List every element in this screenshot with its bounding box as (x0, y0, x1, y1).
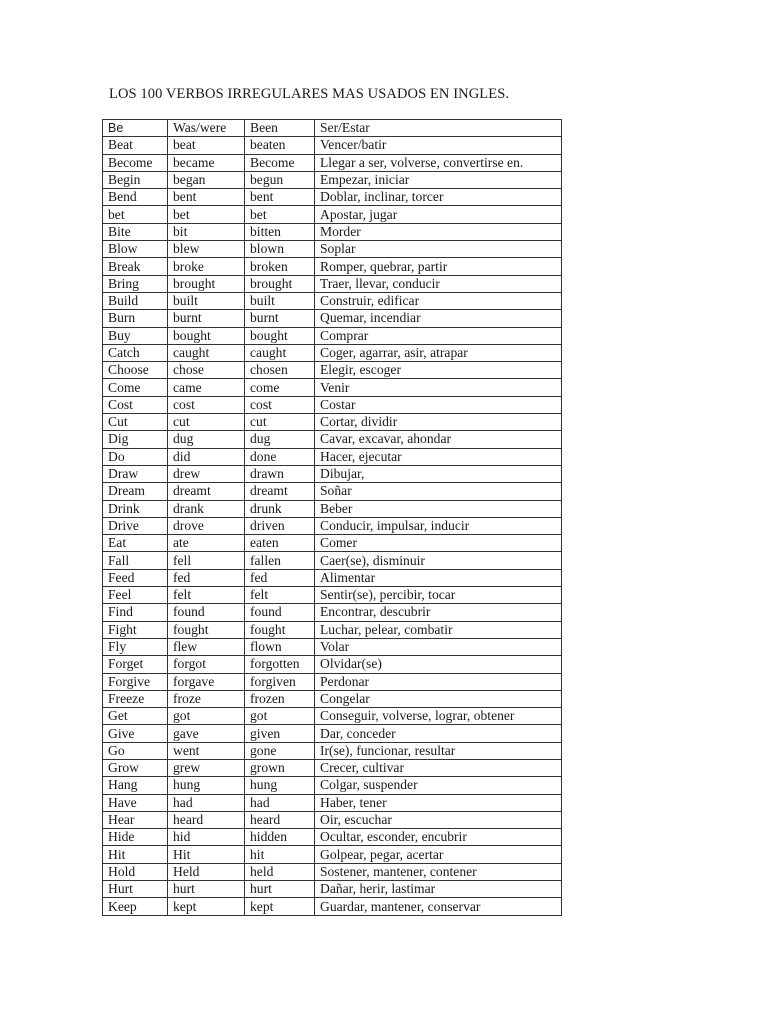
verb-translation-cell: Guardar, mantener, conservar (315, 898, 562, 915)
verb-participle-cell: blown (245, 241, 315, 258)
verb-translation-cell: Llegar a ser, volverse, convertirse en. (315, 154, 562, 171)
verb-base-cell: Hear (103, 811, 168, 828)
table-row (103, 829, 562, 846)
verb-base-cell: Bring (103, 275, 168, 292)
verb-translation-cell: Venir (315, 379, 562, 396)
verb-translation-cell: Quemar, incendiar (315, 310, 562, 327)
table-row (103, 137, 562, 154)
verb-past-cell: Hit (168, 846, 245, 863)
table-row (103, 846, 562, 863)
table-row (103, 656, 562, 673)
verb-translation-cell: Sostener, mantener, contener (315, 863, 562, 880)
verb-base-cell: Choose (103, 362, 168, 379)
verb-participle-cell: done (245, 448, 315, 465)
verb-participle-cell: fought (245, 621, 315, 638)
verb-past-cell: drew (168, 465, 245, 482)
verb-translation-cell: Ocultar, esconder, encubrir (315, 829, 562, 846)
verb-base-cell: Hold (103, 863, 168, 880)
table-row (103, 777, 562, 794)
verb-base-cell: Keep (103, 898, 168, 915)
table-row (103, 759, 562, 776)
verb-base-cell: Burn (103, 310, 168, 327)
verb-base-cell: Hang (103, 777, 168, 794)
verb-translation-cell: Golpear, pegar, acertar (315, 846, 562, 863)
verb-past-cell: beat (168, 137, 245, 154)
verb-past-cell: got (168, 708, 245, 725)
verb-past-cell: Was/were (168, 120, 245, 137)
verb-translation-cell: Vencer/batir (315, 137, 562, 154)
verb-translation-cell: Doblar, inclinar, torcer (315, 189, 562, 206)
verb-translation-cell: Haber, tener (315, 794, 562, 811)
table-row (103, 223, 562, 240)
verb-participle-cell: bitten (245, 223, 315, 240)
verb-past-cell: went (168, 742, 245, 759)
verb-participle-cell: hidden (245, 829, 315, 846)
verb-participle-cell: burnt (245, 310, 315, 327)
verb-participle-cell: bet (245, 206, 315, 223)
verb-translation-cell: Comer (315, 535, 562, 552)
verb-participle-cell: heard (245, 811, 315, 828)
verb-translation-cell: Oir, escuchar (315, 811, 562, 828)
verb-past-cell: blew (168, 241, 245, 258)
verb-translation-cell: Cortar, dividir (315, 414, 562, 431)
verb-participle-cell: had (245, 794, 315, 811)
verb-translation-cell: Morder (315, 223, 562, 240)
verb-base-cell: Drive (103, 517, 168, 534)
verb-past-cell: burnt (168, 310, 245, 327)
table-row (103, 621, 562, 638)
verb-base-cell: Forget (103, 656, 168, 673)
verb-participle-cell: built (245, 292, 315, 309)
verb-translation-cell: Hacer, ejecutar (315, 448, 562, 465)
verb-past-cell: built (168, 292, 245, 309)
verb-participle-cell: Been (245, 120, 315, 137)
table-row (103, 587, 562, 604)
table-row (103, 690, 562, 707)
table-row (103, 275, 562, 292)
verb-base-cell: Be (103, 120, 168, 137)
verb-translation-cell: Soñar (315, 483, 562, 500)
table-row (103, 310, 562, 327)
verb-past-cell: chose (168, 362, 245, 379)
table-row (103, 465, 562, 482)
verb-participle-cell: hurt (245, 881, 315, 898)
verb-base-cell: Come (103, 379, 168, 396)
verb-past-cell: heard (168, 811, 245, 828)
verb-translation-cell: Perdonar (315, 673, 562, 690)
verb-translation-cell: Apostar, jugar (315, 206, 562, 223)
verb-translation-cell: Conseguir, volverse, lograr, obtener (315, 708, 562, 725)
verb-base-cell: Hit (103, 846, 168, 863)
verb-base-cell: Draw (103, 465, 168, 482)
verb-participle-cell: beaten (245, 137, 315, 154)
table-row (103, 154, 562, 171)
table-row (103, 379, 562, 396)
verb-past-cell: bit (168, 223, 245, 240)
verb-base-cell: Eat (103, 535, 168, 552)
verb-participle-cell: bought (245, 327, 315, 344)
verb-base-cell: Cut (103, 414, 168, 431)
verb-participle-cell: dug (245, 431, 315, 448)
verb-past-cell: fed (168, 569, 245, 586)
verb-past-cell: gave (168, 725, 245, 742)
table-row (103, 258, 562, 275)
verb-base-cell: Fight (103, 621, 168, 638)
table-row (103, 811, 562, 828)
verb-base-cell: Drink (103, 500, 168, 517)
table-row (103, 794, 562, 811)
verb-past-cell: bet (168, 206, 245, 223)
table-row (103, 863, 562, 880)
verb-base-cell: Buy (103, 327, 168, 344)
table-row (103, 448, 562, 465)
table-row (103, 725, 562, 742)
verb-participle-cell: frozen (245, 690, 315, 707)
table-row (103, 500, 562, 517)
verb-base-cell: Blow (103, 241, 168, 258)
verb-past-cell: grew (168, 759, 245, 776)
verb-participle-cell: begun (245, 171, 315, 188)
table-row (103, 189, 562, 206)
verb-translation-cell: Traer, llevar, conducir (315, 275, 562, 292)
verb-participle-cell: eaten (245, 535, 315, 552)
verb-participle-cell: hung (245, 777, 315, 794)
verb-participle-cell: cut (245, 414, 315, 431)
verb-translation-cell: Volar (315, 638, 562, 655)
verb-translation-cell: Sentir(se), percibir, tocar (315, 587, 562, 604)
verb-base-cell: Beat (103, 137, 168, 154)
verb-participle-cell: got (245, 708, 315, 725)
verb-past-cell: kept (168, 898, 245, 915)
verb-past-cell: forgot (168, 656, 245, 673)
page-title: LOS 100 VERBOS IRREGULARES MAS USADOS EN INGLES. (109, 86, 510, 102)
verb-past-cell: ate (168, 535, 245, 552)
table-row (103, 569, 562, 586)
table-row (103, 414, 562, 431)
verb-past-cell: drank (168, 500, 245, 517)
verb-translation-cell: Colgar, suspender (315, 777, 562, 794)
verb-translation-cell: Comprar (315, 327, 562, 344)
verb-base-cell: Begin (103, 171, 168, 188)
verb-past-cell: dreamt (168, 483, 245, 500)
verb-participle-cell: fallen (245, 552, 315, 569)
table-row (103, 638, 562, 655)
verb-participle-cell: given (245, 725, 315, 742)
verb-base-cell: Hurt (103, 881, 168, 898)
table-row (103, 171, 562, 188)
verb-participle-cell: found (245, 604, 315, 621)
verb-base-cell: Dream (103, 483, 168, 500)
verb-past-cell: froze (168, 690, 245, 707)
verb-base-cell: Forgive (103, 673, 168, 690)
verb-translation-cell: Encontrar, descubrir (315, 604, 562, 621)
verb-base-cell: bet (103, 206, 168, 223)
verb-participle-cell: broken (245, 258, 315, 275)
verb-participle-cell: drunk (245, 500, 315, 517)
verb-base-cell: Fly (103, 638, 168, 655)
verb-past-cell: hung (168, 777, 245, 794)
verb-base-cell: Feel (103, 587, 168, 604)
verb-base-cell: Give (103, 725, 168, 742)
verb-past-cell: dug (168, 431, 245, 448)
verb-translation-cell: Construir, edificar (315, 292, 562, 309)
verb-participle-cell: fed (245, 569, 315, 586)
verb-translation-cell: Ser/Estar (315, 120, 562, 137)
table-row (103, 241, 562, 258)
table-row (103, 344, 562, 361)
verb-rows (103, 120, 562, 916)
verb-past-cell: Held (168, 863, 245, 880)
verb-past-cell: bent (168, 189, 245, 206)
verb-translation-cell: Elegir, escoger (315, 362, 562, 379)
verb-base-cell: Catch (103, 344, 168, 361)
verb-participle-cell: caught (245, 344, 315, 361)
verb-participle-cell: brought (245, 275, 315, 292)
verb-past-cell: became (168, 154, 245, 171)
verb-past-cell: fell (168, 552, 245, 569)
verb-translation-cell: Luchar, pelear, combatir (315, 621, 562, 638)
table-row (103, 362, 562, 379)
verb-translation-cell: Alimentar (315, 569, 562, 586)
verb-base-cell: Go (103, 742, 168, 759)
verb-participle-cell: driven (245, 517, 315, 534)
verb-past-cell: came (168, 379, 245, 396)
verb-past-cell: fought (168, 621, 245, 638)
verb-participle-cell: gone (245, 742, 315, 759)
verb-past-cell: hid (168, 829, 245, 846)
verb-base-cell: Bend (103, 189, 168, 206)
verb-participle-cell: come (245, 379, 315, 396)
table-row (103, 708, 562, 725)
verb-base-cell: Have (103, 794, 168, 811)
verb-translation-cell: Dañar, herir, lastimar (315, 881, 562, 898)
verb-past-cell: had (168, 794, 245, 811)
verb-base-cell: Dig (103, 431, 168, 448)
table-row (103, 881, 562, 898)
verb-translation-cell: Coger, agarrar, asir, atrapar (315, 344, 562, 361)
verb-past-cell: forgave (168, 673, 245, 690)
verb-past-cell: caught (168, 344, 245, 361)
verb-translation-cell: Caer(se), disminuir (315, 552, 562, 569)
verb-translation-cell: Soplar (315, 241, 562, 258)
table-row (103, 327, 562, 344)
verb-base-cell: Bite (103, 223, 168, 240)
irregular-verbs-table (102, 119, 562, 916)
verb-past-cell: felt (168, 587, 245, 604)
verb-past-cell: broke (168, 258, 245, 275)
verb-past-cell: began (168, 171, 245, 188)
verb-participle-cell: held (245, 863, 315, 880)
table-row (103, 396, 562, 413)
verb-base-cell: Do (103, 448, 168, 465)
verb-participle-cell: kept (245, 898, 315, 915)
verb-translation-cell: Romper, quebrar, partir (315, 258, 562, 275)
verb-past-cell: bought (168, 327, 245, 344)
verb-past-cell: cost (168, 396, 245, 413)
verb-base-cell: Hide (103, 829, 168, 846)
table-row (103, 483, 562, 500)
verb-translation-cell: Dar, conceder (315, 725, 562, 742)
verb-translation-cell: Conducir, impulsar, inducir (315, 517, 562, 534)
verb-base-cell: Grow (103, 759, 168, 776)
verb-participle-cell: bent (245, 189, 315, 206)
verb-translation-cell: Costar (315, 396, 562, 413)
table-row (103, 552, 562, 569)
verb-translation-cell: Cavar, excavar, ahondar (315, 431, 562, 448)
verb-translation-cell: Dibujar, (315, 465, 562, 482)
table-row (103, 292, 562, 309)
table-row (103, 431, 562, 448)
verb-past-cell: drove (168, 517, 245, 534)
verb-base-cell: Build (103, 292, 168, 309)
verb-participle-cell: grown (245, 759, 315, 776)
verb-translation-cell: Beber (315, 500, 562, 517)
verb-base-cell: Become (103, 154, 168, 171)
table-row (103, 604, 562, 621)
verb-past-cell: found (168, 604, 245, 621)
verb-participle-cell: cost (245, 396, 315, 413)
table-row (103, 742, 562, 759)
verb-past-cell: flew (168, 638, 245, 655)
verb-translation-cell: Congelar (315, 690, 562, 707)
verb-participle-cell: forgiven (245, 673, 315, 690)
verb-translation-cell: Empezar, iniciar (315, 171, 562, 188)
table-row (103, 535, 562, 552)
verb-translation-cell: Ir(se), funcionar, resultar (315, 742, 562, 759)
table-row (103, 898, 562, 915)
verb-past-cell: hurt (168, 881, 245, 898)
table-row (103, 120, 562, 137)
verb-participle-cell: felt (245, 587, 315, 604)
table-row (103, 673, 562, 690)
verb-participle-cell: Become (245, 154, 315, 171)
verb-participle-cell: hit (245, 846, 315, 863)
verb-past-cell: did (168, 448, 245, 465)
verb-participle-cell: flown (245, 638, 315, 655)
verb-participle-cell: forgotten (245, 656, 315, 673)
verb-base-cell: Find (103, 604, 168, 621)
verb-participle-cell: chosen (245, 362, 315, 379)
verb-base-cell: Break (103, 258, 168, 275)
verb-participle-cell: drawn (245, 465, 315, 482)
verb-base-cell: Freeze (103, 690, 168, 707)
table-row (103, 517, 562, 534)
verb-translation-cell: Crecer, cultivar (315, 759, 562, 776)
verb-base-cell: Get (103, 708, 168, 725)
verb-translation-cell: Olvidar(se) (315, 656, 562, 673)
verb-participle-cell: dreamt (245, 483, 315, 500)
verb-base-cell: Cost (103, 396, 168, 413)
verb-base-cell: Fall (103, 552, 168, 569)
table-row (103, 206, 562, 223)
verb-past-cell: cut (168, 414, 245, 431)
verb-base-cell: Feed (103, 569, 168, 586)
verb-past-cell: brought (168, 275, 245, 292)
